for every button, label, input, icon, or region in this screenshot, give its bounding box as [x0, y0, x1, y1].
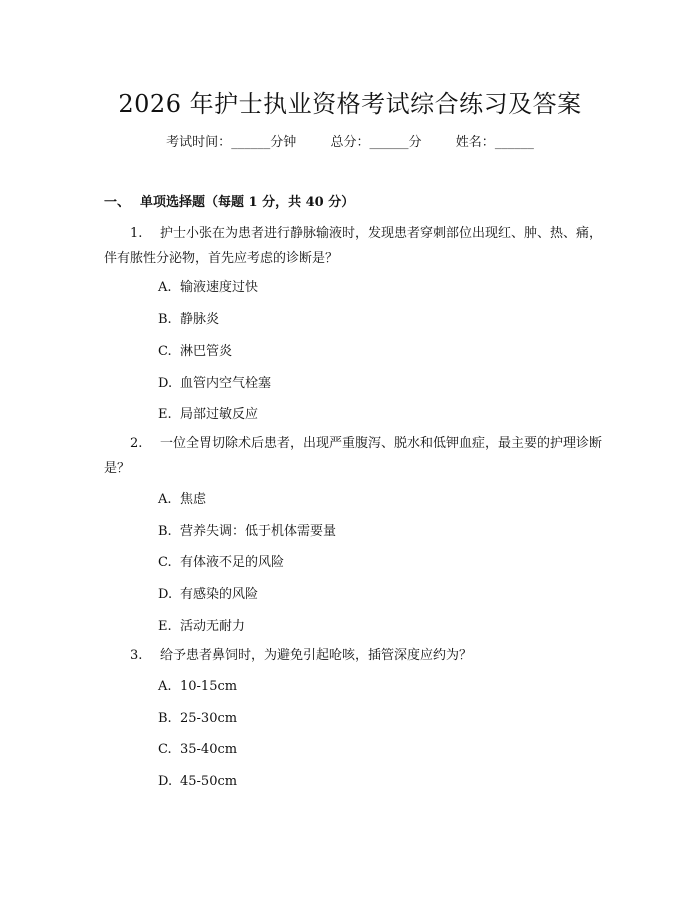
question-number: 2. [130, 436, 143, 451]
question-number: 3. [130, 648, 143, 663]
q1-option-e [158, 403, 258, 422]
option-letter: A. [158, 280, 172, 295]
section-title: 单项选择题（每题 1 分，共 40 分） [140, 195, 355, 210]
score-unit: 分 [408, 135, 422, 150]
option-letter: C. [158, 742, 172, 757]
section-heading [104, 191, 354, 210]
question-text: 护士小张在为患者进行静脉输液时，发现患者穿刺部位出现红、肿、热、痛，伴有脓性分泌物，首先应考虑的诊断是？ [104, 226, 603, 266]
q3-option-c [158, 742, 237, 757]
option-letter: B. [158, 312, 172, 327]
question-3 [104, 643, 604, 668]
option-text: 有感染的风险 [180, 587, 259, 602]
question-2 [104, 431, 604, 481]
q1-option-a [158, 276, 258, 295]
q3-option-b [158, 711, 237, 726]
score-blank: ______ [369, 135, 409, 150]
question-text: 一位全胃切除术后患者，出现严重腹泻、脱水和低钾血症，最主要的护理诊断是？ [104, 436, 603, 476]
score-label: 总分： [330, 135, 370, 150]
time-blank: ______ [231, 135, 271, 150]
option-text: 10-15cm [180, 679, 238, 694]
option-text: 焦虑 [180, 492, 207, 507]
q1-option-c [158, 340, 232, 359]
option-letter: E. [158, 407, 172, 422]
q2-option-a [158, 488, 206, 507]
q2-option-c [158, 551, 284, 570]
option-letter: A. [158, 492, 172, 507]
q1-option-b [158, 308, 219, 327]
q1-option-d [158, 372, 271, 391]
question-1 [104, 221, 604, 271]
name-label: 姓名： [455, 135, 495, 150]
option-text: 静脉炎 [180, 312, 220, 327]
name-blank: ______ [494, 135, 534, 150]
q2-option-b [158, 520, 336, 539]
option-letter: B. [158, 711, 172, 726]
q3-option-d [158, 774, 237, 789]
section-number: 一、 [104, 195, 131, 210]
q2-option-e [158, 615, 245, 634]
option-text: 35-40cm [180, 742, 238, 757]
option-letter: D. [158, 774, 173, 789]
option-letter: E. [158, 619, 172, 634]
option-letter: B. [158, 524, 172, 539]
option-text: 输液速度过快 [180, 280, 259, 295]
option-letter: D. [158, 376, 173, 391]
option-letter: C. [158, 555, 172, 570]
option-text: 血管内空气栓塞 [180, 376, 272, 391]
question-number: 1. [130, 226, 143, 241]
option-letter: C. [158, 344, 172, 359]
option-text: 有体液不足的风险 [180, 555, 285, 570]
q3-option-a [158, 679, 237, 694]
option-text: 45-50cm [180, 774, 238, 789]
document-title: 2026 年护士执业资格考试综合练习及答案 [118, 90, 582, 118]
option-letter: A. [158, 679, 172, 694]
option-text: 活动无耐力 [180, 619, 246, 634]
option-text: 25-30cm [180, 711, 238, 726]
option-text: 营养失调：低于机体需要量 [180, 524, 337, 539]
option-letter: D. [158, 587, 173, 602]
option-text: 局部过敏反应 [180, 407, 259, 422]
option-text: 淋巴管炎 [180, 344, 233, 359]
time-label: 考试时间： [166, 135, 232, 150]
question-text: 给予患者鼻饲时，为避免引起呛咳，插管深度应约为？ [160, 648, 473, 663]
q2-option-d [158, 583, 258, 602]
exam-info-line [0, 131, 700, 150]
time-unit: 分钟 [270, 135, 297, 150]
